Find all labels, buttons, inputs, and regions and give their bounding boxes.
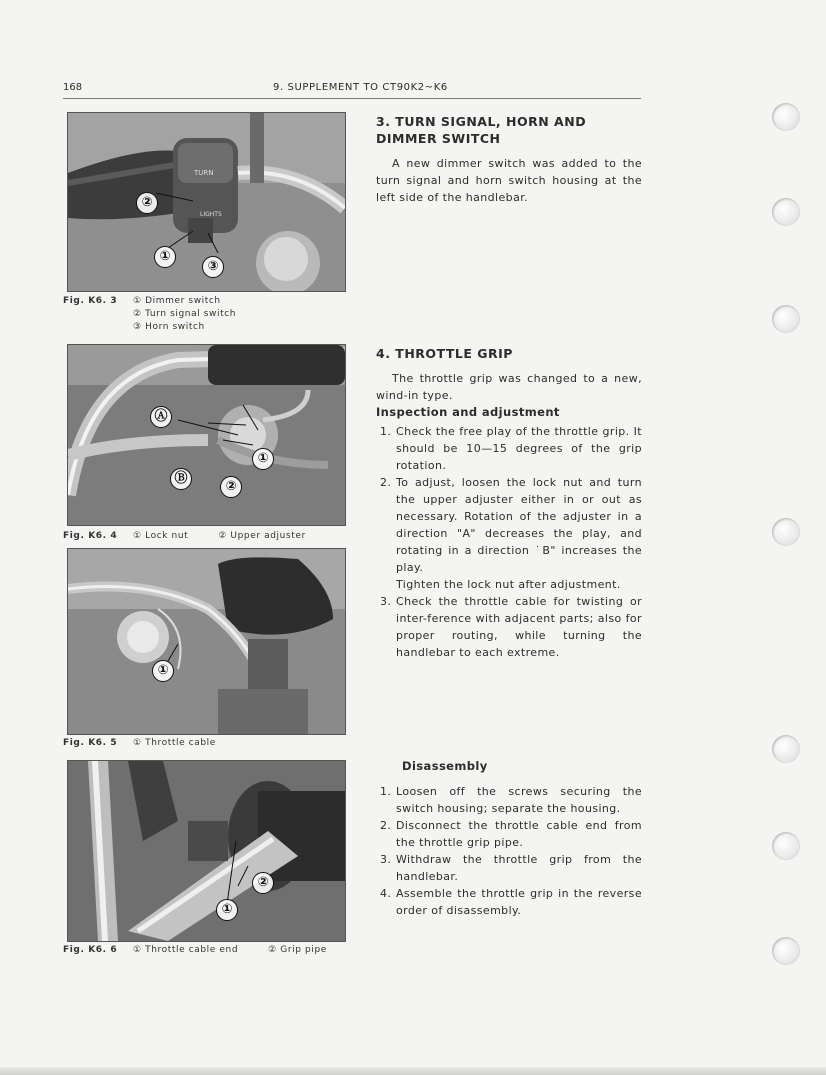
section-heading: 4. THROTTLE GRIP <box>376 346 513 361</box>
callout-num: ① <box>133 945 142 955</box>
section-disassembly <box>376 758 642 919</box>
section-throttle-grip <box>376 345 642 661</box>
callout-2: ② <box>252 872 274 894</box>
callout-text: Horn switch <box>145 322 205 332</box>
photo-fig-k6-6 <box>67 760 346 942</box>
callout-num: ② <box>133 309 142 319</box>
subheading: Inspection and adjustment <box>376 405 560 419</box>
figure-label: Fig. K6. 5 <box>63 738 118 748</box>
section-intro: The throttle grip was changed to a new, wind-in type. <box>376 372 642 402</box>
list-item: 3. Withdraw the throttle grip from the handlebar. <box>380 853 642 883</box>
callout-text: Grip pipe <box>280 945 327 955</box>
figure-label: Fig. K6. 4 <box>63 531 118 541</box>
binder-hole <box>772 103 800 131</box>
page-edge <box>0 1067 826 1075</box>
callout-text: Turn signal switch <box>145 309 237 319</box>
list-item: 4. Assemble the throttle grip in the reverse order of disassembly. <box>380 887 642 917</box>
list-item: 2. Disconnect the throttle cable end from the throttle grip pipe. <box>380 819 642 849</box>
section-body: A new dimmer switch was added to the turn signal and horn switch housing at the left side of the handlebar. <box>376 157 642 204</box>
binder-hole <box>772 518 800 546</box>
caption-fig-k6-4 <box>63 530 306 543</box>
figure-label: Fig. K6. 6 <box>63 945 118 955</box>
callout-text: Throttle cable <box>145 738 216 748</box>
section-turn-signal-horn-dimmer <box>376 113 642 206</box>
callout-3: ③ <box>202 256 224 278</box>
photo-fig-k6-4 <box>67 344 346 526</box>
callout-a: Ⓐ <box>150 406 172 428</box>
steps-list <box>376 423 642 576</box>
callout-1: ① <box>216 899 238 921</box>
callout-text: Dimmer switch <box>145 296 221 306</box>
switch-marking-turn: TURN <box>194 169 214 177</box>
binder-hole <box>772 937 800 965</box>
photo-fig-k6-5 <box>67 548 346 735</box>
steps-list <box>376 783 642 919</box>
section-heading: 3. TURN SIGNAL, HORN AND DIMMER SWITCH <box>376 114 587 146</box>
binder-hole <box>772 735 800 763</box>
callout-text: Lock nut <box>145 531 189 541</box>
callout-num: ② <box>218 531 227 541</box>
binder-hole <box>772 305 800 333</box>
page-number: 168 <box>63 82 83 93</box>
caption-fig-k6-5 <box>63 737 216 750</box>
binder-hole <box>772 198 800 226</box>
caption-fig-k6-3 <box>63 295 236 334</box>
callout-b: Ⓑ <box>170 468 192 490</box>
callout-num: ③ <box>133 322 142 332</box>
callout-num: ② <box>268 945 277 955</box>
figure-label: Fig. K6. 3 <box>63 296 118 306</box>
running-title: 9. SUPPLEMENT TO CT90K2~K6 <box>273 82 448 93</box>
list-item: 3. Check the throttle cable for twisting or inter-ference with adjacent parts; also for proper routing, while turning the handlebar to each extreme. <box>380 595 642 659</box>
callout-num: ① <box>133 296 142 306</box>
list-item: 1. Loosen off the screws securing the switch housing; separate the housing. <box>380 785 642 815</box>
page-header <box>63 80 641 99</box>
callout-2: ② <box>220 476 242 498</box>
callout-text: Throttle cable end <box>145 945 239 955</box>
callout-num: ① <box>133 531 142 541</box>
callout-2: ② <box>136 192 158 214</box>
steps-list <box>376 593 642 661</box>
caption-fig-k6-6 <box>63 944 327 957</box>
section-note: Tighten the lock nut after adjustment. <box>396 578 621 591</box>
subheading: Disassembly <box>402 759 488 773</box>
callout-1: ① <box>252 448 274 470</box>
list-item: 1. Check the free play of the throttle grip. It should be 10—15 degrees of the grip rotation. <box>380 425 642 472</box>
callout-1: ① <box>154 246 176 268</box>
callout-text: Upper adjuster <box>230 531 306 541</box>
switch-marking-lights: LIGHTS <box>200 211 222 218</box>
callout-num: ① <box>133 738 142 748</box>
callout-1: ① <box>152 660 174 682</box>
list-item: 2. To adjust, loosen the lock nut and turn the upper adjuster either in or out as necessary. Rotation of the adjuster in a direction "A" decreases the play, and rotating in a direction ˙B" increases the play. <box>380 476 642 574</box>
binder-hole <box>772 832 800 860</box>
